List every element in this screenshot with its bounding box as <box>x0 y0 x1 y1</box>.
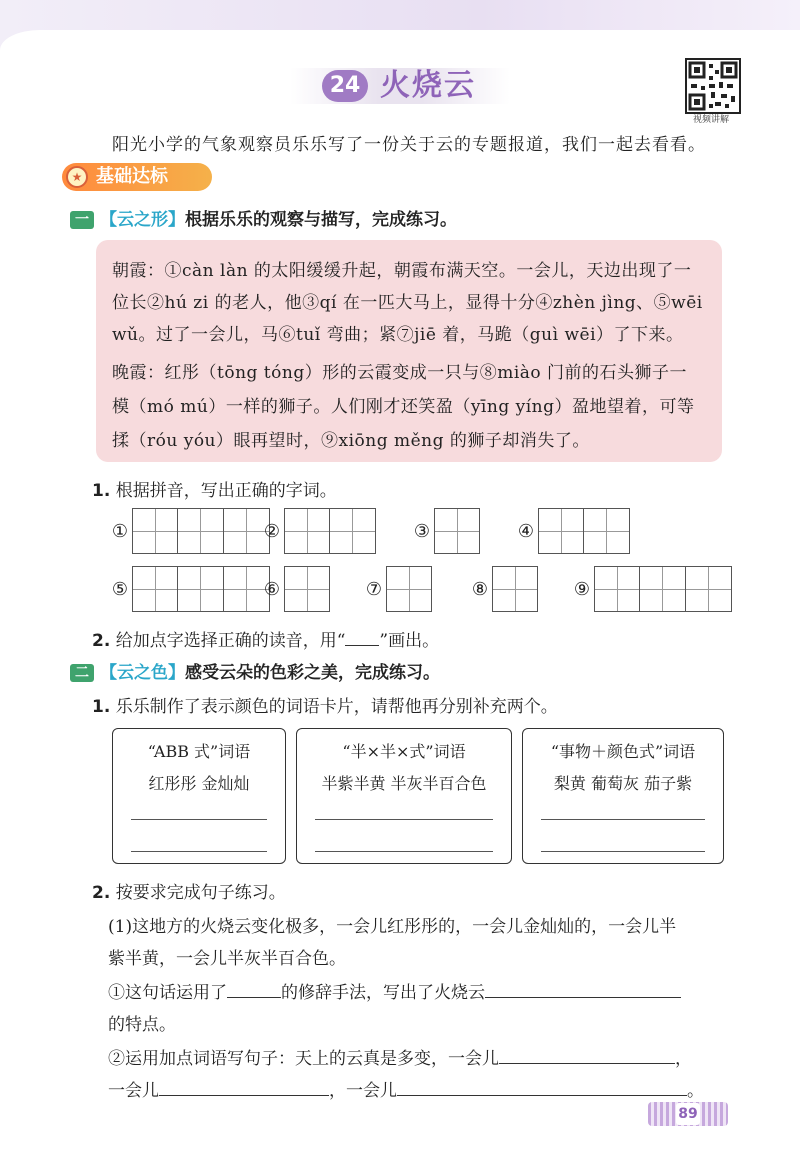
passage-line-1: 朝霞：①càn làn 的太阳缓缓升起，朝霞布满天空。一会儿，天边出现了一 <box>112 261 692 281</box>
word-card-thing-color <box>522 728 724 864</box>
sentence-blank-3[interactable] <box>397 1095 687 1096</box>
card-answer-line[interactable] <box>541 819 705 820</box>
writing-cell[interactable] <box>594 566 640 612</box>
question-number: 2. <box>92 631 111 651</box>
writing-cell[interactable] <box>132 508 178 554</box>
grid-label: ② <box>263 520 281 542</box>
item-1-text-c: 的特点。 <box>108 1015 176 1035</box>
card-answer-line[interactable] <box>541 851 705 852</box>
writing-cell[interactable] <box>686 566 732 612</box>
underline-blank[interactable] <box>345 645 379 646</box>
part2-heading <box>70 658 440 683</box>
grid-label: ① <box>111 520 129 542</box>
part2-tag: 【云之色】 <box>100 663 185 683</box>
grid-label: ⑨ <box>573 578 591 600</box>
question-number: 1. <box>92 481 111 501</box>
question-text: 根据拼音，写出正确的字词。 <box>115 481 337 501</box>
part1-heading <box>70 205 457 230</box>
item-2-line-1 <box>108 1044 692 1069</box>
card-words: 红彤彤 金灿灿 <box>148 774 250 793</box>
writing-cell[interactable] <box>434 508 480 554</box>
question-text: 给加点字选择正确的读音，用“ <box>115 631 346 651</box>
passage-line-2: 位长②hú zi 的老人，他③qí 在一匹大马上，显得十分④zhèn jìng、⑤wēi <box>112 293 703 313</box>
answer-grid-1[interactable] <box>110 508 270 554</box>
writing-cell[interactable] <box>132 566 178 612</box>
part1-number: 一 <box>70 211 94 229</box>
passage-line-3: wǔ。过了一会儿，马⑥tuǐ 弯曲；紧⑦jiē 着，马跪（guì wēi）了下来。 <box>112 325 684 345</box>
grid-label: ⑧ <box>471 578 489 600</box>
page-number-badge <box>648 1102 728 1126</box>
part2-title: 感受云朵的色彩之美，完成练习。 <box>185 663 440 683</box>
part1-tag: 【云之形】 <box>100 210 185 230</box>
intro-text: 阳光小学的气象观察员乐乐写了一份关于云的专题报道，我们一起去看看。 <box>112 135 706 155</box>
part2-question-1 <box>92 692 558 717</box>
writing-cell[interactable] <box>640 566 686 612</box>
card-answer-line[interactable] <box>315 819 493 820</box>
item-2-end: 。 <box>687 1081 704 1101</box>
qr-code-icon[interactable] <box>685 58 741 114</box>
answer-grid-7[interactable] <box>364 566 432 612</box>
grid-label: ⑦ <box>365 578 383 600</box>
word-card-abb <box>112 728 286 864</box>
item-2-text-a-end: ， <box>675 1049 692 1069</box>
answer-grid-5[interactable] <box>110 566 270 612</box>
passage-line-6: 揉（róu yóu）眼再望时，⑨xiōng měng 的狮子却消失了。 <box>112 431 590 451</box>
grid-label: ⑤ <box>111 578 129 600</box>
sentence-blank-1[interactable] <box>499 1063 675 1064</box>
card-answer-line[interactable] <box>131 819 267 820</box>
medal-icon: ★ <box>66 166 88 188</box>
answer-grid-6[interactable] <box>262 566 330 612</box>
answer-grid-8[interactable] <box>470 566 538 612</box>
card-answer-line[interactable] <box>315 851 493 852</box>
card-title: “半×半×式”词语 <box>342 742 466 761</box>
part2-question-2 <box>92 878 286 903</box>
item-2-text-c: ，一会儿 <box>329 1081 397 1101</box>
writing-cell[interactable] <box>284 566 330 612</box>
sentence-line-2: 紫半黄，一会儿半灰半百合色。 <box>108 949 346 969</box>
answer-grid-2[interactable] <box>262 508 376 554</box>
item-1-text-b: 的修辞手法，写出了火烧云 <box>281 983 485 1003</box>
question-number: 2. <box>92 883 111 903</box>
card-answer-line[interactable] <box>131 851 267 852</box>
writing-cell[interactable] <box>330 508 376 554</box>
item-2-text-b: 一会儿 <box>108 1081 159 1101</box>
part1-title: 根据乐乐的观察与描写，完成练习。 <box>185 210 457 230</box>
item-1-text-a: ①这句话运用了 <box>108 983 227 1003</box>
item-2-line-2 <box>108 1076 704 1101</box>
answer-grid-9[interactable] <box>572 566 732 612</box>
lesson-title: 火烧云 <box>380 68 476 103</box>
passage-line-4: 晚霞：红彤（tōng tóng）形的云霞变成一只与⑧miào 门前的石头狮子一 <box>112 363 688 383</box>
card-words: 半紫半黄 半灰半百合色 <box>321 774 487 793</box>
writing-cell[interactable] <box>178 566 224 612</box>
writing-cell[interactable] <box>584 508 630 554</box>
part1-question-1 <box>92 476 337 501</box>
feature-blank[interactable] <box>485 997 681 998</box>
card-title: “ABB 式”词语 <box>147 742 251 761</box>
section-badge: 基础达标 <box>62 163 212 191</box>
writing-cell[interactable] <box>284 508 330 554</box>
answer-grid-4[interactable] <box>516 508 630 554</box>
question-number: 1. <box>92 697 111 717</box>
part1-question-2 <box>92 626 439 651</box>
question-text: 按要求完成句子练习。 <box>115 883 286 903</box>
card-title: “事物＋颜色式”词语 <box>550 742 696 761</box>
passage-line-5: 模（mó mú）一样的狮子。人们刚才还笑盈（yīng yíng）盈地望着，可等 <box>112 397 695 417</box>
answer-grid-3[interactable] <box>412 508 480 554</box>
word-card-half <box>296 728 512 864</box>
writing-cell[interactable] <box>492 566 538 612</box>
writing-cell[interactable] <box>386 566 432 612</box>
sentence-line-1: (1)这地方的火烧云变化极多，一会儿红彤彤的，一会儿金灿灿的，一会儿半 <box>108 917 677 937</box>
item-2-text-a: ②运用加点词语写句子：天上的云真是多变，一会儿 <box>108 1049 499 1069</box>
lesson-number: 24 <box>322 70 368 102</box>
rhetoric-blank[interactable] <box>227 997 281 998</box>
page-number: 89 <box>676 1103 700 1125</box>
grid-label: ④ <box>517 520 535 542</box>
part2-number: 二 <box>70 664 94 682</box>
sentence-blank-2[interactable] <box>159 1095 329 1096</box>
writing-cell[interactable] <box>538 508 584 554</box>
question-text-end: ”画出。 <box>379 631 440 651</box>
writing-cell[interactable] <box>178 508 224 554</box>
top-banner-curve <box>0 30 800 70</box>
grid-label: ③ <box>413 520 431 542</box>
card-words: 梨黄 葡萄灰 茄子紫 <box>553 774 693 793</box>
question-text: 乐乐制作了表示颜色的词语卡片，请帮他再分别补充两个。 <box>115 697 558 717</box>
item-1-line-1 <box>108 978 681 1003</box>
qr-label: 视频讲解 <box>692 115 729 125</box>
grid-label: ⑥ <box>263 578 281 600</box>
